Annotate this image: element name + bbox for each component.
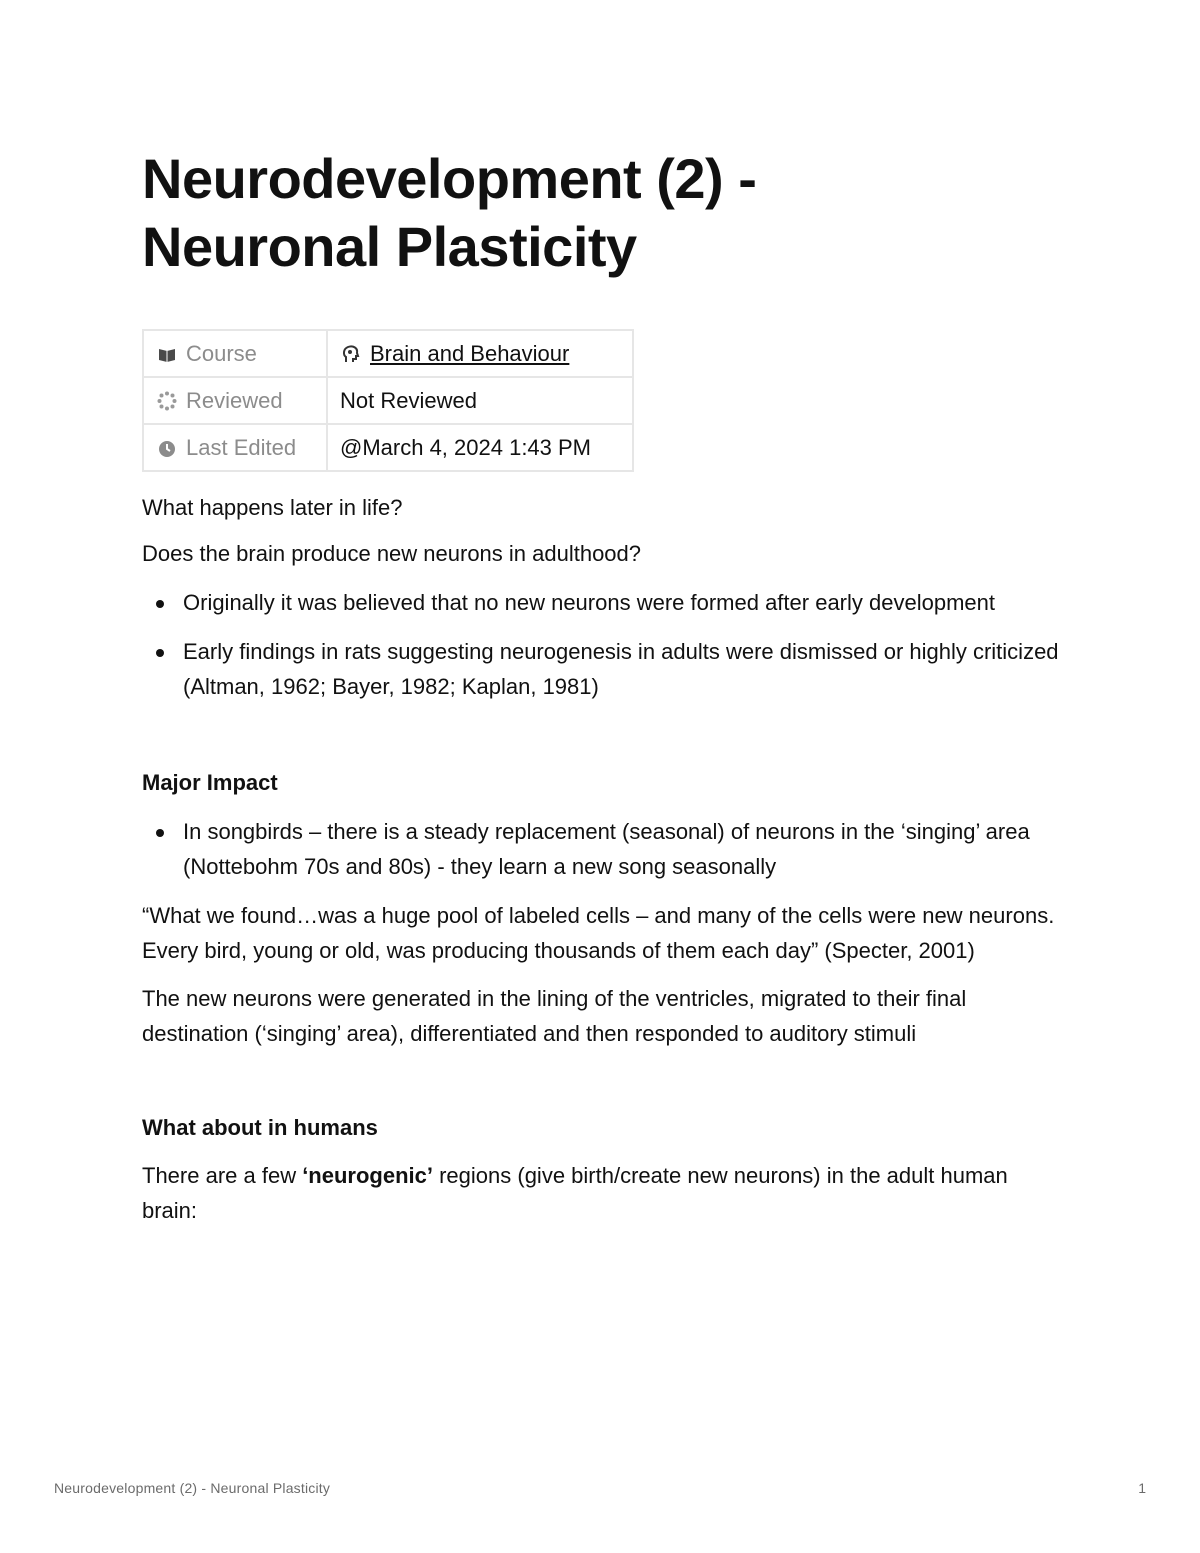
loading-icon xyxy=(156,390,178,412)
course-link[interactable]: Brain and Behaviour xyxy=(370,340,570,366)
page-content xyxy=(142,490,1062,1228)
property-key-course: Course xyxy=(143,330,327,377)
property-value-course[interactable] xyxy=(327,330,633,377)
title-line-1: Neurodevelopment (2) - xyxy=(142,147,757,210)
property-value-last-edited: @March 4, 2024 1:43 PM xyxy=(327,424,633,471)
clock-icon xyxy=(156,437,178,459)
property-key-last-edited: Last Edited xyxy=(143,424,327,471)
head-icon xyxy=(340,343,362,365)
property-key-reviewed: Reviewed xyxy=(143,377,327,424)
property-row-reviewed xyxy=(143,377,633,424)
list-item: Early findings in rats suggesting neurogenesis in adults were dismissed or highly criticized (Altman, 1962; Bayer, 1982; Kaplan, 1981) xyxy=(142,634,1062,704)
book-icon xyxy=(156,343,178,365)
list-item: In songbirds – there is a steady replacement (seasonal) of neurons in the ‘singing’ area (Nottebohm 70s and 80s) - they learn a new song seasonally xyxy=(142,814,1062,884)
paragraph: The new neurons were generated in the lining of the ventricles, migrated to their final destination (‘singing’ area), differentiated and then responded to auditory stimuli xyxy=(142,986,967,1046)
quote-paragraph: “What we found…was a huge pool of labeled cells – and many of the cells were new neurons. Every bird, young or old, was producing thousands of them each day” (Specter, 2001) xyxy=(142,903,1055,963)
paragraph: Does the brain produce new neurons in adulthood? xyxy=(142,541,642,566)
paragraph: What happens later in life? xyxy=(142,495,403,520)
property-value-reviewed[interactable]: Not Reviewed xyxy=(327,377,633,424)
section-heading-humans: What about in humans xyxy=(142,1115,378,1140)
properties-table xyxy=(142,329,634,472)
property-row-course xyxy=(143,330,633,377)
bold-term: ‘neurogenic’ xyxy=(302,1163,433,1188)
property-row-last-edited xyxy=(143,424,633,471)
page-title xyxy=(142,145,1042,281)
list-item: Originally it was believed that no new neurons were formed after early development xyxy=(142,585,1062,620)
bullet-list xyxy=(142,814,1062,884)
footer-title: Neurodevelopment (2) - Neuronal Plasticity xyxy=(54,1480,331,1496)
title-line-2: Neuronal Plasticity xyxy=(142,215,637,278)
paragraph: There are a few ‘neurogenic’ regions (give birth/create new neurons) in the adult human brain: xyxy=(142,1163,1008,1223)
bullet-list xyxy=(142,585,1062,704)
section-heading-major-impact: Major Impact xyxy=(142,770,278,795)
page-number: 1 xyxy=(1138,1480,1146,1496)
